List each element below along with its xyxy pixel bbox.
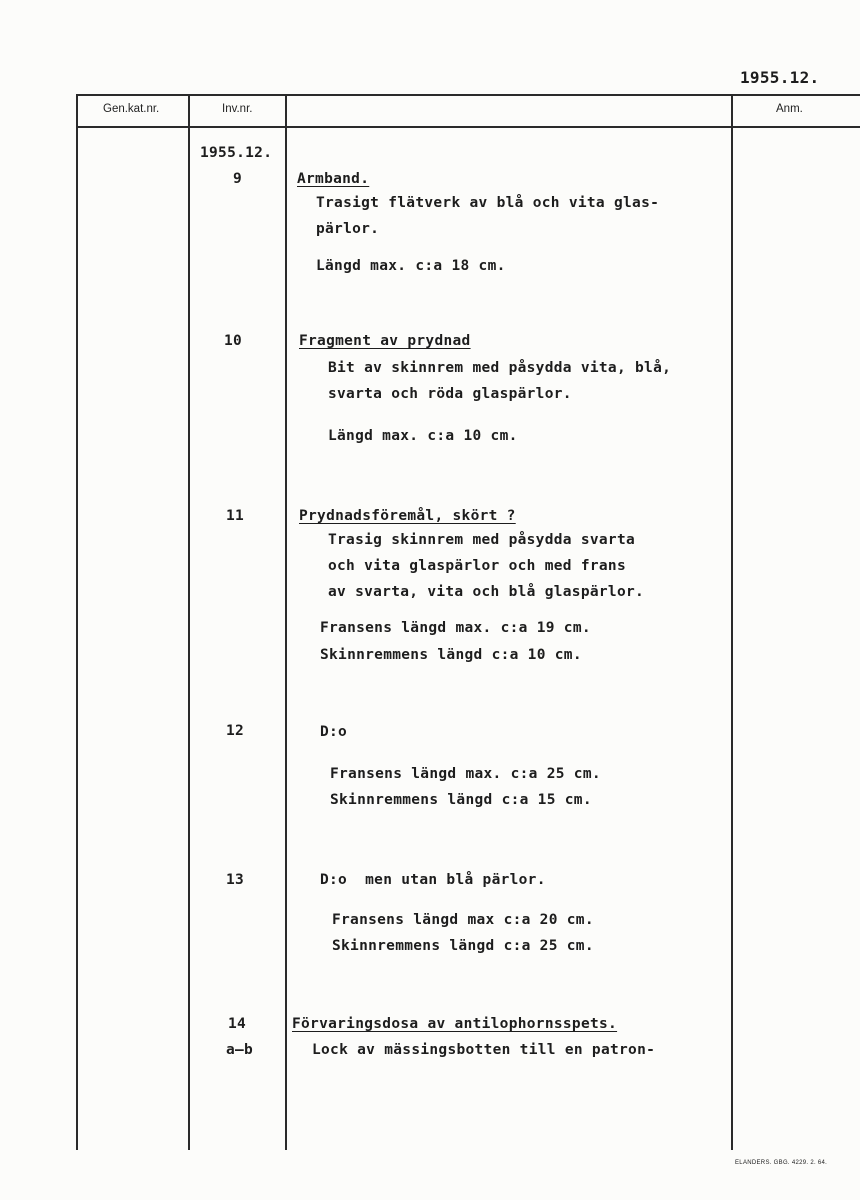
entry-title: Armband. xyxy=(297,171,370,187)
entry-title: D:o men utan blå pärlor. xyxy=(320,872,546,888)
entry-measure: Skinnremmens längd c:a 10 cm. xyxy=(320,647,582,663)
inv-sub-number: a–b xyxy=(226,1042,254,1058)
entry-line: pärlor. xyxy=(316,221,380,237)
inv-right-rule xyxy=(285,94,287,1150)
entry-line: och vita glaspärlor och med frans xyxy=(328,558,626,574)
series-label: 1955.12. xyxy=(200,145,273,161)
entry-line: Lock av mässingsbotten till en patron- xyxy=(312,1042,656,1058)
page-number: 1955.12. xyxy=(740,68,820,87)
header-top-rule xyxy=(76,94,860,96)
entry-title: Prydnadsföremål, skört ? xyxy=(299,508,516,524)
inv-left-rule xyxy=(188,94,190,1150)
inv-number: 11 xyxy=(226,508,245,524)
column-header-gen-kat: Gen.kat.nr. xyxy=(103,103,160,115)
entry-measure: Fransens längd max c:a 20 cm. xyxy=(332,912,594,928)
entry-line: Trasigt flätverk av blå och vita glas- xyxy=(316,195,660,211)
entry-line: Bit av skinnrem med påsydda vita, blå, xyxy=(328,360,672,376)
inv-number: 12 xyxy=(226,723,245,739)
entry-title: Förvaringsdosa av antilophornsspets. xyxy=(292,1016,618,1032)
entry-measure: Längd max. c:a 18 cm. xyxy=(316,258,506,274)
inv-number: 9 xyxy=(233,171,243,187)
inv-number: 14 xyxy=(228,1016,247,1032)
printer-imprint: ELANDERS. GBG. 4229. 2. 64. xyxy=(735,1160,828,1166)
anm-left-rule xyxy=(731,94,733,1150)
entry-line: Trasig skinnrem med påsydda svarta xyxy=(328,532,636,548)
entry-measure: Fransens längd max. c:a 19 cm. xyxy=(320,620,591,636)
inv-number: 10 xyxy=(224,333,243,349)
entry-measure: Fransens längd max. c:a 25 cm. xyxy=(330,766,601,782)
column-header-inv: Inv.nr. xyxy=(222,103,253,115)
entry-measure: Längd max. c:a 10 cm. xyxy=(328,428,518,444)
entry-title: Fragment av prydnad xyxy=(299,333,471,349)
inv-number: 13 xyxy=(226,872,245,888)
header-bottom-rule xyxy=(76,126,860,128)
entry-line: av svarta, vita och blå glaspärlor. xyxy=(328,584,645,600)
entry-title: D:o xyxy=(320,724,348,740)
entry-measure: Skinnremmens längd c:a 25 cm. xyxy=(332,938,594,954)
entry-measure: Skinnremmens längd c:a 15 cm. xyxy=(330,792,592,808)
entry-line: svarta och röda glaspärlor. xyxy=(328,386,572,402)
column-header-anm: Anm. xyxy=(776,103,803,115)
left-rule xyxy=(76,94,78,1150)
